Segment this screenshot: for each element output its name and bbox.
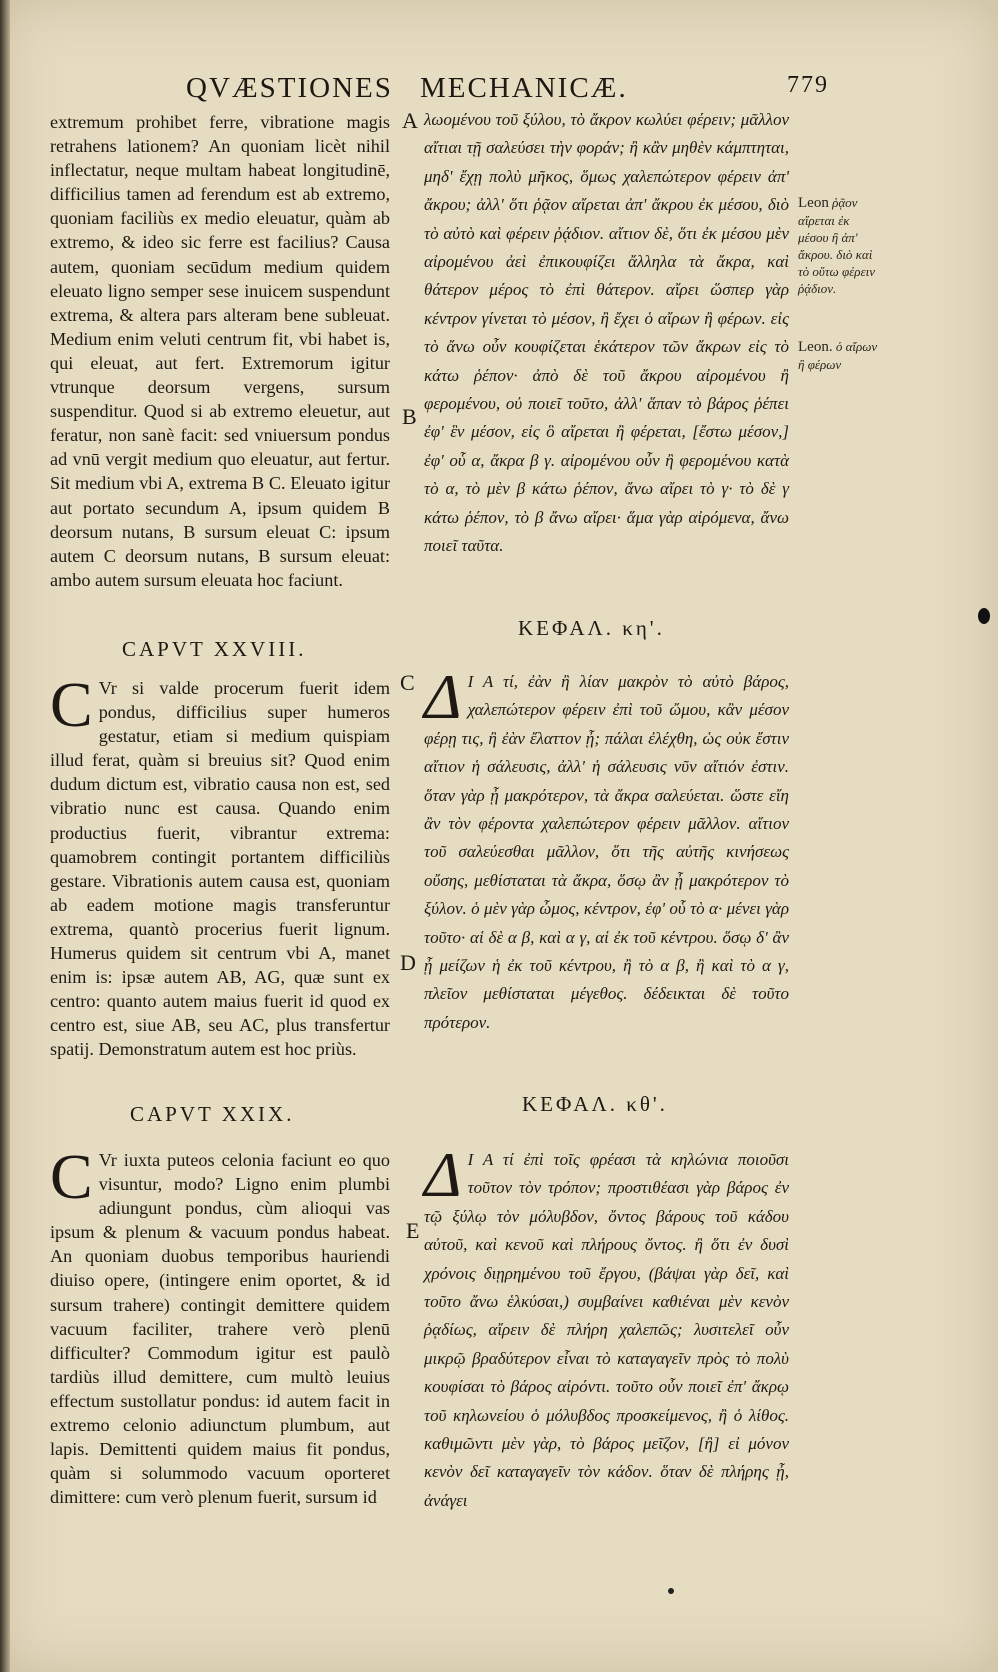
- margin-note-2: [798, 338, 878, 373]
- latin-text-28: Vr si valde procerum fuerit idem pondus, difficilius super humeros gestatur, etiam si medium quispiam illud ferat, quàm si breuius sit? Quod enim dudum dictum est, vibratio causa non est, sed vibratio nunc est causa. Quando enim productius fuerit, vibrantur extrema: quamobrem contingit portantem difficiliùs gestare. Vibrationis autem causa est, quoniam ab eadem motione magis transferuntur extrema, quantò procerius fuerit lignum. Humerus quidem sit centrum vbi A, manet enim is: ipsæ autem AB, AG, quæ sunt ex centro: quanto autem maius fuerit id quod ex centro est, siue AB, seu AC, plus transfertur spatij. Demonstratum autem est hoc priùs.: [50, 678, 390, 1060]
- marker-c: C: [400, 670, 415, 695]
- latin-chapter-28-heading: CAPVT XXVIII.: [122, 637, 307, 661]
- header-title-left: QVÆSTIONES: [186, 72, 393, 104]
- greek-text-29: Ι Α τί ἐπὶ τοῖς φρέασι τὰ κηλώνια ποιοῦσι τοῦτον τὸν τρόπον; προστιθέασι γὰρ βάρος ἐν τῷ ξύλῳ τὸν μόλυβδον, ὄντος βάρους τοῦ κάδου αὐτοῦ, καὶ κενοῦ καὶ πλήρους ὄντος. ἢ ὅτι ἐν δυσὶ χρόνοις διῃρημένου τοῦ ἔργου, (βάψαι γὰρ δεῖ, καὶ τοῦτο ἄνω ἑλκύσαι,) συμβαίνει καθιέναι μὲν κενὸν ῥᾳδίως, αἴρειν δὲ πλήρη χαλεπῶς; λυσιτελεῖ οὖν μικρῷ βραδύτερον εἶναι τὸ καταγαγεῖν πρὸς τὸ πολὺ κουφίσαι τὸ βάρος αἰρόντι. τοῦτο οὖν ποιεῖ ἐπ' ἄκρῳ τοῦ κηλωνείου ὁ μόλυβδος προσκείμενος, ἢ ὁ λίθος. καθιμῶντι μὲν γὰρ, τὸ βάρος μεῖζον, [ἢ] εἰ μόνον κενὸν δεῖ καταγαγεῖν τὸν κάδον. ὅταν δὲ πλήρης ᾖ, ἀνάγει: [424, 1150, 789, 1510]
- greek-chapter-28-heading: ΚΕΦΑΛ. κη'.: [518, 616, 665, 640]
- latin-chapter-29-heading: CAPVT XXIX.: [130, 1102, 295, 1126]
- latin-chapter-29: [50, 1141, 390, 1509]
- latin-text-1: extremum prohibet ferre, vibratione magis retrahens lationem? An quoniam licèt nihil inflectatur, neque multam habeat longitudinē, difficilius tamen ad ferendum est ab extremo, quoniam faciliùs ex medio eleuatur, quàm ab extremo, & ideo sic ferre est facilius? Causa autem, quoniam secūdum medium quidem eleuato ligno semper sese inuicem suspendunt extrema, & altera pars alteram bene subleuat. Medium enim veluti centrum fit, vbi habet is, qui eleuat, aut fert. Extremorum igitur vtrunque deorsum vergens, sursum suspenditur. Quod si ab extremo eleuetur, aut feratur, non sanè facit: sed vniuersum pondus ad vnū vergit medium quo eleuatur, aut fertur. Sit medium vbi A, extrema B C. Eleuato igitur aut portato secundum A, ipsum quidem B deorsum nutans, B sursum eleuat C: ipsum autem C deorsum nutans, B sursum eleuat: ambo autem sursum eleuata hoc faciunt.: [50, 112, 390, 590]
- latin-dropcap-28: C: [50, 669, 93, 740]
- running-header: [0, 52, 998, 104]
- header-title-right: MECHANICÆ.: [420, 72, 628, 104]
- ink-dot: [668, 1588, 674, 1594]
- greek-text-1: λωομένου τοῦ ξύλου, τὸ ἄκρον κωλύει φέρειν; μᾶλλον αἴτιαι τῇ σαλεύσει τὴν φοράν; ἢ κἂν μηθὲν κάμπτηται, μηδ' ἔχῃ πολὺ μῆκος, ὅμως χαλεπώτερον φέρειν ἀπ' ἄκρου; ἀλλ' ὅτι ῥᾷον αἴρεται ἀπ' ἄκρου ἐκ μέσου, διὸ τὸ αὐτὸ καὶ φέρειν ῥᾴδιον. αἴτιον δὲ, ὅτι ἐκ μέσου μὲν αἰρομένου ἀεὶ ἐπικουφίζει ἄλληλα τὰ ἄκρα, καὶ θάτερον μέρος τὸ ἐπὶ θάτερον. αἴρει ὥσπερ γὰρ κέντρον γίνεται τὸ μέσον, ἢ ἔχει ὁ αἴρων ἢ φέρων. εἰς τὸ ἄνω οὖν κουφίζεται ἑκάτερον τῶν ἄκρων εἰς τὸ κάτω ῥέπον· ἀπὸ δὲ τοῦ ἄκρου αἰρομένου ἢ φερομένου, οὐ ποιεῖ τοῦτο, ἀλλ' ἅπαν τὸ βάρος ῥέπει ἐφ' ἓν μέσον, εἰς ὃ αἴρεται ἢ φέρεται, [ἔστω μέσον,] ἐφ' οὗ α, ἄκρα β γ. αἰρομένου οὖν ἢ φερομένου κατὰ τὸ α, τὸ μὲν β κάτω ῥέπον, ἄνω αἴρει τὸ γ· τὸ δὲ γ κάτω ῥέπον, τὸ β ἄνω αἴρει· ἅμα γὰρ αἰρόμενα, ἄνω ποιεῖ ταῦτα.: [424, 110, 789, 556]
- latin-text-29: Vr iuxta puteos celonia faciunt eo quo visuntur, modo? Ligno enim plumbi adiungunt pondus, cùm alioqui vas ipsum & plenum & vacuum pondus habeat. An quoniam duobus temporibus hauriendi diuiso opere, (intingere enim oportet, & id sursum trahere) contingit demittere quidem vacuum faciliter, trahere verò plenū difficulter? Commodum igitur est paulò tardiùs illud demittere, cum multò leuius effectum sustollatur pondus: id autem facit in extremo celonio adiunctum plumbum, aut lapis. Demittenti quidem maius fit pondus, quàm si solummodo vacuum oporteret dimittere: cum verò plenum fuerit, sursum id: [50, 1150, 390, 1508]
- latin-block-1: [50, 110, 390, 592]
- page-number: 779: [787, 72, 829, 98]
- marker-b: B: [402, 404, 417, 429]
- marker-d: D: [400, 950, 416, 975]
- marker-e: E: [406, 1218, 420, 1243]
- greek-dropcap-28: Δ: [424, 661, 462, 732]
- greek-chapter-29-heading: ΚΕΦΑΛ. κθ'.: [522, 1092, 668, 1116]
- margin-note-1: [798, 194, 878, 297]
- margin-note-2-label: Leon.: [798, 339, 833, 355]
- latin-dropcap-29: C: [50, 1141, 93, 1212]
- greek-chapter-29: [424, 1139, 789, 1515]
- latin-chapter-28: [50, 669, 390, 1062]
- marker-a: A: [402, 108, 418, 133]
- greek-chapter-28: [424, 661, 789, 1037]
- ink-blot: [978, 608, 990, 624]
- page-binding-edge: [0, 0, 10, 1672]
- greek-dropcap-29: Δ: [424, 1139, 462, 1210]
- margin-note-1-text: ῥᾷον αἴρεται ἐκ μέσου ἢ ἀπ' ἄκρου. διὸ καὶ τὸ οὕτω φέρειν ῥᾴδιον.: [798, 195, 876, 296]
- margin-note-1-label: Leon: [798, 195, 829, 211]
- greek-text-28: Ι Α τί, ἐὰν ἢ λίαν μακρὸν τὸ αὐτὸ βάρος, χαλεπώτερον φέρειν ἐπὶ τοῦ ὤμου, κἂν μέσον φέρῃ τις, ἢ ἐὰν ἔλαττον ᾖ; πάλαι ἐλέχθη, ὡς οὐκ ἔστιν αἴτιον ἡ σάλευσις, ἀλλ' ἡ σάλευσις νῦν αἴτιόν ἐστιν. ὅταν γὰρ ᾖ μακρότερον, τὰ ἄκρα σαλεύεται. ὥστε εἴη ἂν τὸν φέροντα χαλεπώτερον φέρειν μᾶλλον. αἴτιον τοῦ σαλεύεσθαι μᾶλλον, ὅτι τῆς αὐτῆς κινήσεως οὔσης, μεθίσταται τὰ ἄκρα, ὅσῳ ἂν ᾖ μακρότερον τὸ ξύλον. ὁ μὲν γὰρ ὦμος, κέντρον, ἐφ' οὗ τὸ α· μένει γὰρ τοῦτο· αἱ δὲ α β, καὶ α γ, αἱ ἐκ τοῦ κέντρου. ὅσῳ δ' ἂν ᾖ μείζων ἡ ἐκ τοῦ κέντρου, ἢ τὸ α β, ἢ καὶ τὸ α γ, πλεῖον μεθίσταται μέγεθος. δέδεικται δὲ τοῦτο πρότερον.: [424, 672, 789, 1032]
- greek-block-1: [424, 106, 789, 561]
- margin-note-2-text: ὁ αἴρων ἢ φέρων: [798, 339, 878, 372]
